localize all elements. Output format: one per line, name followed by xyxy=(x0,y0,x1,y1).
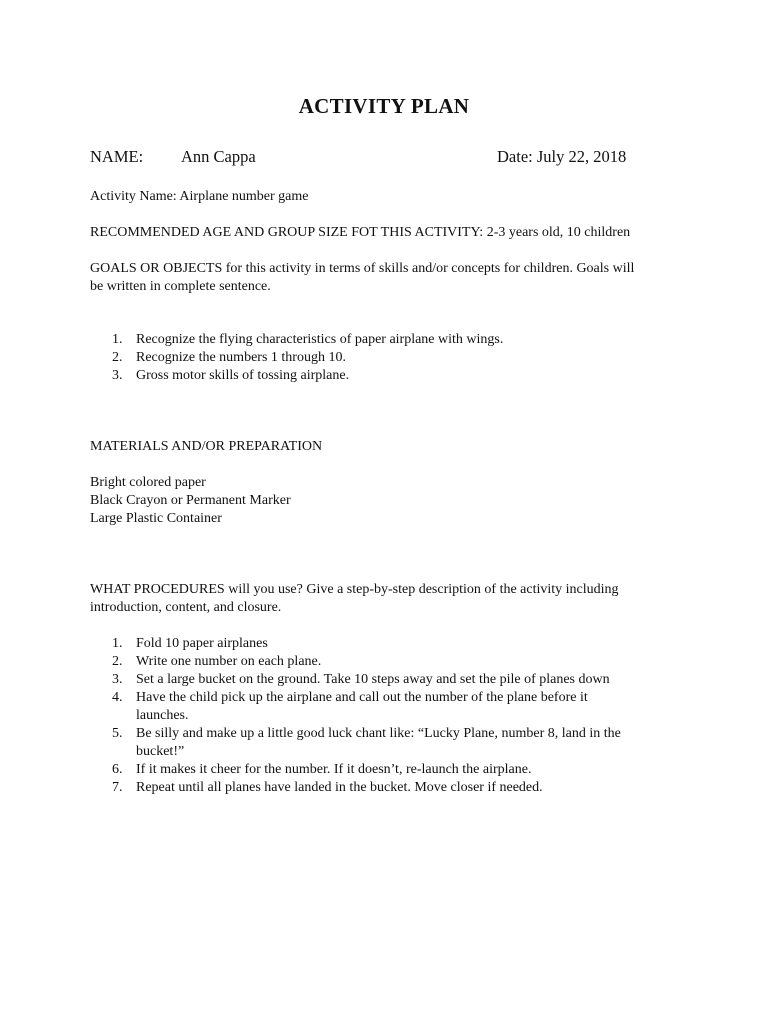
list-number: 7. xyxy=(112,780,123,795)
procedures-list xyxy=(90,635,690,797)
name-label: NAME: xyxy=(90,147,144,166)
list-text: Recognize the flying characteristics of paper airplane with wings. xyxy=(136,332,504,347)
materials-list xyxy=(90,474,690,528)
list-number: 6. xyxy=(112,762,123,777)
goals-list xyxy=(90,331,690,385)
list-item xyxy=(90,761,690,779)
list-item xyxy=(90,689,690,725)
material-item: Large Plastic Container xyxy=(90,511,222,526)
list-item xyxy=(90,331,690,349)
list-number: 2. xyxy=(112,654,123,669)
procedures-intro-line: WHAT PROCEDURES will you use? Give a step-by-step description of the activity including xyxy=(90,582,619,597)
list-item xyxy=(90,779,690,797)
list-item xyxy=(90,367,690,385)
age-group: RECOMMENDED AGE AND GROUP SIZE FOT THIS ACTIVITY: 2-3 years old, 10 children xyxy=(90,225,631,240)
list-text: Gross motor skills of tossing airplane. xyxy=(136,368,350,383)
list-number: 3. xyxy=(112,672,123,687)
page-title: ACTIVITY PLAN xyxy=(298,94,470,118)
list-text: Repeat until all planes have landed in the bucket. Move closer if needed. xyxy=(136,780,543,795)
list-text: Write one number on each plane. xyxy=(136,654,322,669)
procedures-intro xyxy=(90,581,690,617)
list-item xyxy=(90,671,690,689)
list-item xyxy=(90,635,690,653)
material-item: Black Crayon or Permanent Marker xyxy=(90,493,291,508)
list-item xyxy=(90,725,690,761)
list-text: Fold 10 paper airplanes xyxy=(136,636,268,651)
list-text: Set a large bucket on the ground. Take 10 steps away and set the pile of planes down xyxy=(136,672,610,687)
list-text: Recognize the numbers 1 through 10. xyxy=(136,350,346,365)
goals-intro-line: be written in complete sentence. xyxy=(90,279,271,294)
goals-intro-line: GOALS OR OBJECTS for this activity in terms of skills and/or concepts for children. Goals will xyxy=(90,261,635,276)
list-number: 1. xyxy=(112,636,123,651)
list-number: 3. xyxy=(112,368,123,383)
list-item xyxy=(90,653,690,671)
list-text: Have the child pick up the airplane and call out the number of the plane before it launches. xyxy=(136,690,588,723)
material-item: Bright colored paper xyxy=(90,475,206,490)
name-date-row xyxy=(90,147,650,169)
list-number: 1. xyxy=(112,332,123,347)
list-item xyxy=(90,349,690,367)
materials-heading: MATERIALS AND/OR PREPARATION xyxy=(90,439,323,454)
activity-name: Activity Name: Airplane number game xyxy=(90,189,309,204)
procedures-intro-line: introduction, content, and closure. xyxy=(90,600,282,615)
list-number: 5. xyxy=(112,726,123,741)
list-number: 2. xyxy=(112,350,123,365)
date-text: Date: July 22, 2018 xyxy=(497,147,627,166)
list-text: If it makes it cheer for the number. If it doesn’t, re-launch the airplane. xyxy=(136,762,532,777)
goals-intro xyxy=(90,260,690,296)
list-number: 4. xyxy=(112,690,123,705)
name-value: Ann Cappa xyxy=(181,147,256,166)
list-text: Be silly and make up a little good luck chant like: “Lucky Plane, number 8, land in the bucket!” xyxy=(136,726,621,759)
